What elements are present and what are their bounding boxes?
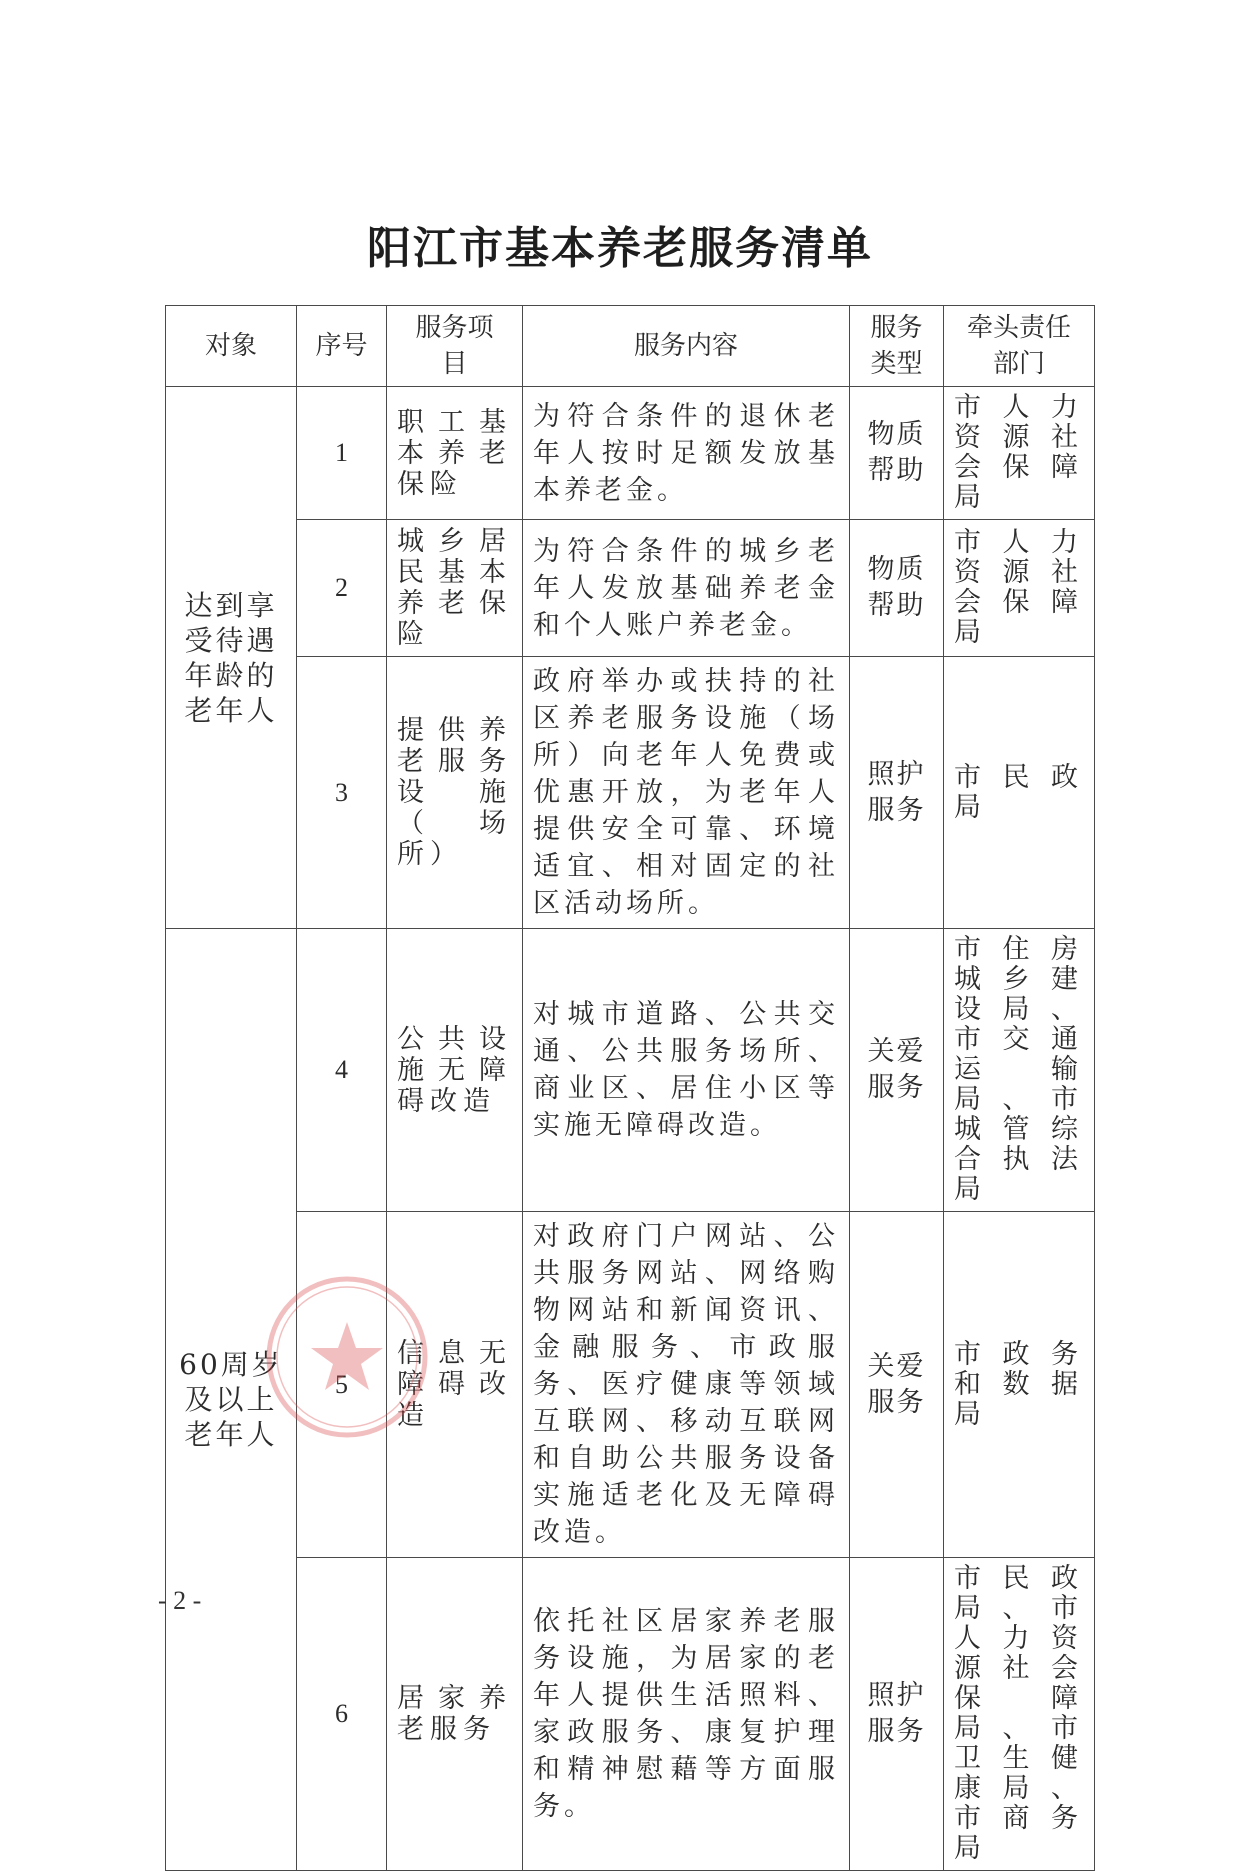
header-number: 序号	[297, 306, 387, 387]
header-type: 服务类型	[850, 306, 944, 387]
row-number: 5	[297, 1212, 387, 1558]
row-number: 3	[297, 657, 387, 929]
lead-department: 市民政局、市人力资源社会保障局、市卫生健康局、市商务局	[944, 1558, 1095, 1871]
header-department: 牵头责任部门	[944, 306, 1095, 387]
table-row	[166, 387, 1095, 520]
lead-department: 市人力资源社会保障局	[944, 520, 1095, 657]
service-content: 对城市道路、公共交通、公共服务场所、商业区、居住小区等实施无障碍改造。	[523, 929, 850, 1212]
service-item: 提供养老服务设施（场所）	[387, 657, 523, 929]
service-item: 城乡居民基本养老保险	[387, 520, 523, 657]
object-cell: 达到享受待遇年龄的老年人	[166, 387, 297, 929]
table-header-row	[166, 306, 1095, 387]
page-number: - 2 -	[158, 1586, 202, 1615]
table-row	[166, 520, 1095, 657]
service-content: 依托社区居家养老服务设施，为居家的老年人提供生活照料、家政服务、康复护理和精神慰藉等方面服务。	[523, 1558, 850, 1871]
service-type: 照护服务	[850, 657, 944, 929]
table-row	[166, 657, 1095, 929]
lead-department: 市政务和数据局	[944, 1212, 1095, 1558]
service-item: 职工基本养老保险	[387, 387, 523, 520]
header-item: 服务项目	[387, 306, 523, 387]
service-content: 对政府门户网站、公共服务网站、网络购物网站和新闻资讯、金融服务、市政服务、医疗健康等领域互联网、移动互联网和自助公共服务设备实施适老化及无障碍改造。	[523, 1212, 850, 1558]
lead-department: 市人力资源社会保障局	[944, 387, 1095, 520]
service-content: 为符合条件的城乡老年人发放基础养老金和个人账户养老金。	[523, 520, 850, 657]
row-number: 4	[297, 929, 387, 1212]
service-item: 公共设施无障碍改造	[387, 929, 523, 1212]
service-content: 政府举办或扶持的社区养老服务设施（场所）向老年人免费或优惠开放，为老年人提供安全可靠、环境适宜、相对固定的社区活动场所。	[523, 657, 850, 929]
service-type: 物质帮助	[850, 520, 944, 657]
header-object: 对象	[166, 306, 297, 387]
table-row	[166, 929, 1095, 1212]
row-number: 2	[297, 520, 387, 657]
header-content: 服务内容	[523, 306, 850, 387]
service-type: 关爱服务	[850, 1212, 944, 1558]
lead-department: 市民政局	[944, 657, 1095, 929]
service-list-table	[165, 305, 1095, 1871]
service-item: 居家养老服务	[387, 1558, 523, 1871]
row-number: 6	[297, 1558, 387, 1871]
service-type: 关爱服务	[850, 929, 944, 1212]
lead-department: 市住房城乡建设局、市交通运输局、市城管综合执法局	[944, 929, 1095, 1212]
service-content: 为符合条件的退休老年人按时足额发放基本养老金。	[523, 387, 850, 520]
service-item: 信息无障碍改造	[387, 1212, 523, 1558]
row-number: 1	[297, 387, 387, 520]
table-row	[166, 1212, 1095, 1558]
object-cell: 60周岁及以上老年人	[166, 929, 297, 1871]
table-row	[166, 1558, 1095, 1871]
service-type: 物质帮助	[850, 387, 944, 520]
service-type: 照护服务	[850, 1558, 944, 1871]
page-title: 阳江市基本养老服务清单	[367, 223, 873, 274]
